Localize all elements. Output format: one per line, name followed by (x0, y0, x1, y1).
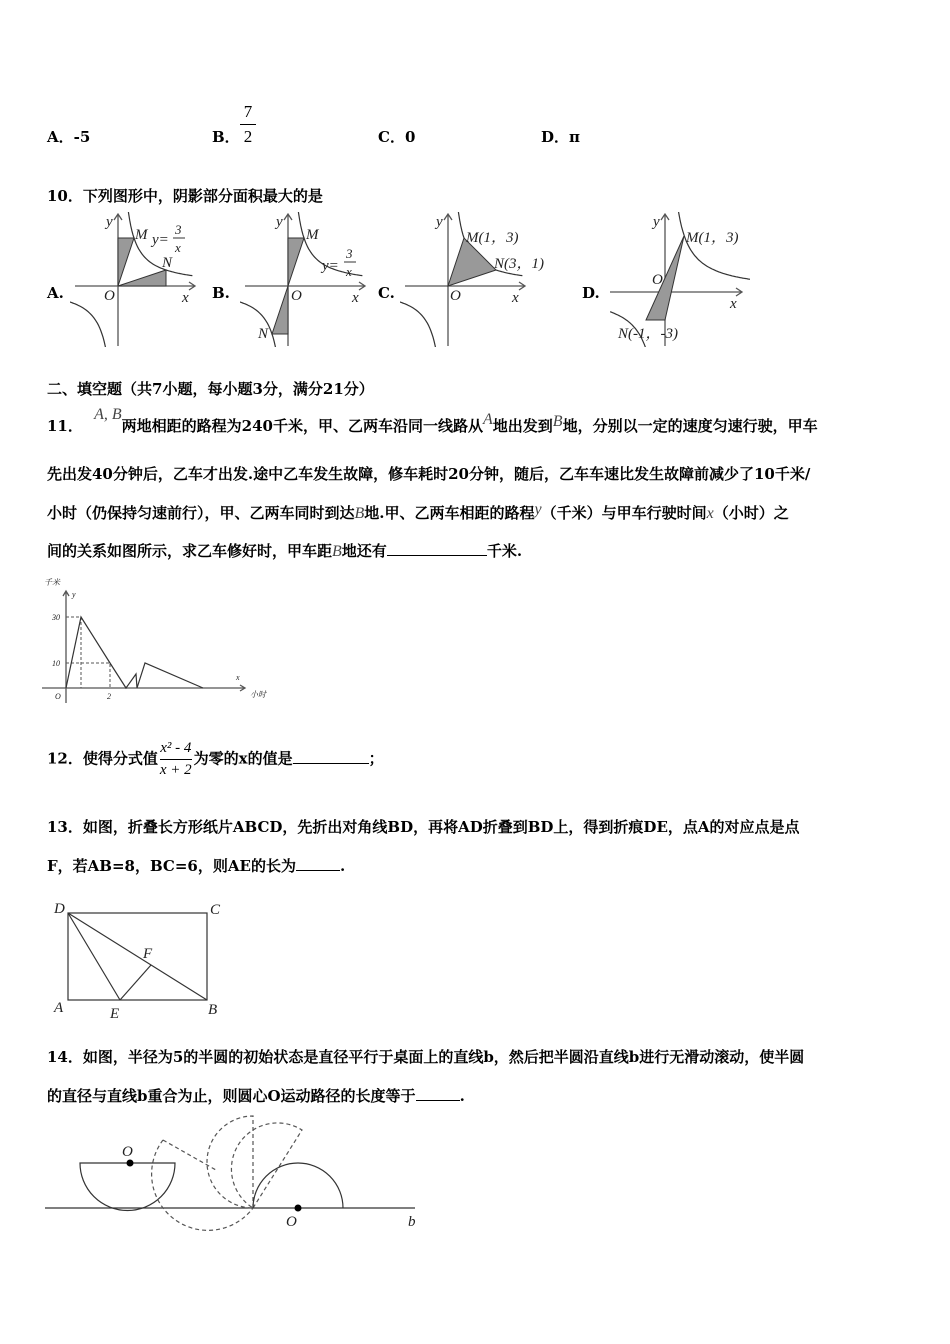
text: （千米）与甲车行驶时间 (541, 504, 707, 522)
function-numerator: 3 (346, 246, 353, 261)
y-label: y (276, 214, 283, 230)
math-a: A (482, 411, 493, 428)
question-number: 11． (47, 417, 83, 435)
math-x: x (706, 505, 714, 522)
question-11-line-1 (47, 406, 818, 436)
text: 地，分别以一定的速度匀速行驶，甲车 (562, 417, 818, 435)
function-numerator: 3 (175, 222, 182, 237)
diagonal-bd (68, 913, 207, 1000)
line-b-label: b (408, 1214, 416, 1230)
math-b: B (552, 413, 563, 430)
q10-option-c-label: C. (378, 284, 395, 302)
y-label: y (72, 590, 76, 599)
denominator: x + 2 (159, 762, 192, 778)
x-label: x (182, 290, 189, 306)
text: 的直径与直线b重合为止，则圆心O运动路径的长度等于 (47, 1087, 416, 1105)
shaded-triangle-m (288, 238, 304, 286)
q10-option-d-label: D. (582, 284, 600, 302)
final-semicircle (253, 1163, 343, 1208)
function-denominator: x (346, 264, 352, 279)
answer-blank[interactable] (296, 856, 340, 871)
origin-label: O (55, 692, 61, 701)
point-n-label: N (162, 255, 173, 271)
option-value: -5 (73, 128, 91, 146)
answer-blank[interactable] (416, 1086, 460, 1101)
q10-option-a-label: A. (47, 284, 64, 302)
crease-de (68, 913, 120, 1000)
question-13-line-2 (47, 856, 345, 875)
point-e-label: E (110, 1006, 120, 1022)
vertex-a-label: A (54, 1000, 64, 1016)
question-13-line-1: 13．如图，折叠长方形纸片ABCD，先折出对角线BD，再将AD折叠到BD上，得到折痕DE，点A的对应点是点 (47, 818, 800, 836)
function-denominator: x (175, 240, 181, 255)
y-label: y (106, 214, 113, 230)
q10-figure-d (610, 212, 750, 347)
math-ab: A, B (94, 406, 122, 423)
vertex-c-label: C (210, 902, 221, 918)
x-label: x (512, 290, 519, 306)
rolling-position-1 (152, 1140, 253, 1230)
y-tick-label: 10 (52, 659, 60, 668)
initial-semicircle (80, 1163, 175, 1211)
x-axis (245, 282, 365, 290)
question-14-line-1: 14．如图，半径为5的半圆的初始状态是直径平行于桌面上的直线b，然后把半圆沿直线b进行无滑动滚动，使半圆 (47, 1048, 805, 1066)
text: 小时（仍保持匀速前行），甲、乙两车同时到达 (47, 504, 355, 522)
y-label: y (436, 214, 443, 230)
option-d (541, 128, 580, 146)
question-10-stem: 10．下列图形中，阴影部分面积最大的是 (47, 187, 323, 205)
center-o-start (127, 1160, 134, 1167)
point-m-label: M(1，3) (686, 230, 739, 246)
option-label: B． (212, 128, 240, 146)
question-11-line-4 (47, 541, 522, 561)
point-m-label: M (135, 227, 148, 243)
text: 地还有 (341, 542, 387, 560)
point-n-label: N(-1，-3) (618, 326, 678, 342)
fraction-bar (240, 124, 256, 125)
option-a (47, 128, 90, 146)
fraction-seven-halves (240, 102, 256, 147)
y-label: y (653, 214, 660, 230)
text: ； (368, 749, 384, 768)
origin-label: O (450, 288, 461, 304)
option-label: C． (378, 128, 405, 146)
x-axis (42, 685, 245, 691)
x-label: x (236, 673, 240, 682)
origin-label: O (652, 272, 663, 288)
text: . (339, 857, 346, 875)
vertex-b-label: B (208, 1002, 218, 1018)
option-b (212, 128, 240, 146)
option-c (378, 128, 415, 146)
text: 千米. (486, 542, 523, 560)
point-f-label: F (143, 946, 153, 962)
q12-fraction (160, 740, 192, 779)
text: . (459, 1087, 465, 1105)
question-11-line-3 (47, 501, 789, 523)
center-o-end-label: O (286, 1214, 297, 1230)
point-m-label: M(1，3) (466, 230, 519, 246)
point-n-label: N(3，1) (494, 256, 544, 272)
x-unit-label: 小时 (250, 690, 266, 699)
rolling-position-3 (231, 1123, 302, 1208)
q10-option-b-label: B. (212, 284, 230, 302)
math-b: B (332, 543, 342, 560)
text: 12．使得分式值 (47, 749, 158, 768)
text: 地出发到 (492, 417, 553, 435)
text: 地.甲、乙两车相距的路程 (364, 504, 535, 522)
shaded-triangle-m (118, 238, 134, 286)
q11-distance-time-graph (40, 575, 275, 705)
denominator: 2 (243, 127, 253, 146)
segment-ef (120, 965, 151, 1000)
numerator: 7 (243, 102, 253, 121)
fraction-bar (160, 759, 192, 760)
vertex-d-label: D (54, 901, 65, 917)
option-value: 0 (404, 128, 416, 146)
center-o-start-label: O (122, 1144, 133, 1160)
x-label: x (730, 296, 737, 312)
x-tick-label: 2 (107, 692, 111, 701)
answer-blank[interactable] (293, 749, 369, 764)
text: 间的关系如图所示，求乙车修好时，甲车距 (47, 542, 333, 560)
x-axis (405, 282, 525, 290)
option-label: A． (47, 128, 74, 146)
q14-rolling-semicircle-figure (40, 1110, 430, 1235)
point-n-label: N (258, 326, 269, 342)
function-label: y= (322, 258, 339, 274)
answer-blank[interactable] (387, 541, 487, 556)
question-14-line-2 (47, 1086, 465, 1105)
q10-figure-a (70, 212, 200, 347)
hyperbola-branch-q3 (400, 296, 441, 347)
q13-rectangle-figure (50, 898, 230, 1023)
math-b: B (354, 505, 365, 522)
option-label: D． (541, 128, 570, 146)
option-value: π (569, 128, 580, 146)
y-unit-label: 千米 (44, 578, 60, 587)
point-m-label: M (306, 227, 319, 243)
shaded-triangle-n (272, 286, 288, 334)
x-axis (610, 288, 742, 296)
text: （小时）之 (713, 504, 789, 522)
text: F，若AB=8，BC=6，则AE的长为 (47, 857, 296, 875)
question-12 (47, 740, 384, 779)
x-label: x (352, 290, 359, 306)
math-y: y (534, 501, 542, 518)
q10-figure-c (400, 212, 560, 347)
text: 两地相距的路程为240千米，甲、乙两车沿同一线路从 (121, 417, 483, 435)
origin-label: O (104, 288, 115, 304)
q10-figure-b (240, 212, 370, 347)
numerator: x² - 4 (160, 740, 192, 756)
section-heading: 二、填空题（共7小题，每小题3分，满分21分） (47, 380, 374, 398)
text: 为零的x的值是 (193, 749, 293, 768)
function-label: y= (152, 232, 169, 248)
question-11-line-2: 先出发40分钟后，乙车才出发.途中乙车发生故障，修车耗时20分钟，随后，乙车车速比发生故障前减少了10千米/ (47, 465, 811, 483)
distance-line (66, 617, 203, 688)
shaded-triangle-n (118, 270, 166, 286)
y-tick-label: 30 (52, 613, 60, 622)
origin-label: O (291, 288, 302, 304)
rolling-position-2 (207, 1116, 253, 1208)
center-o-end (295, 1205, 302, 1212)
